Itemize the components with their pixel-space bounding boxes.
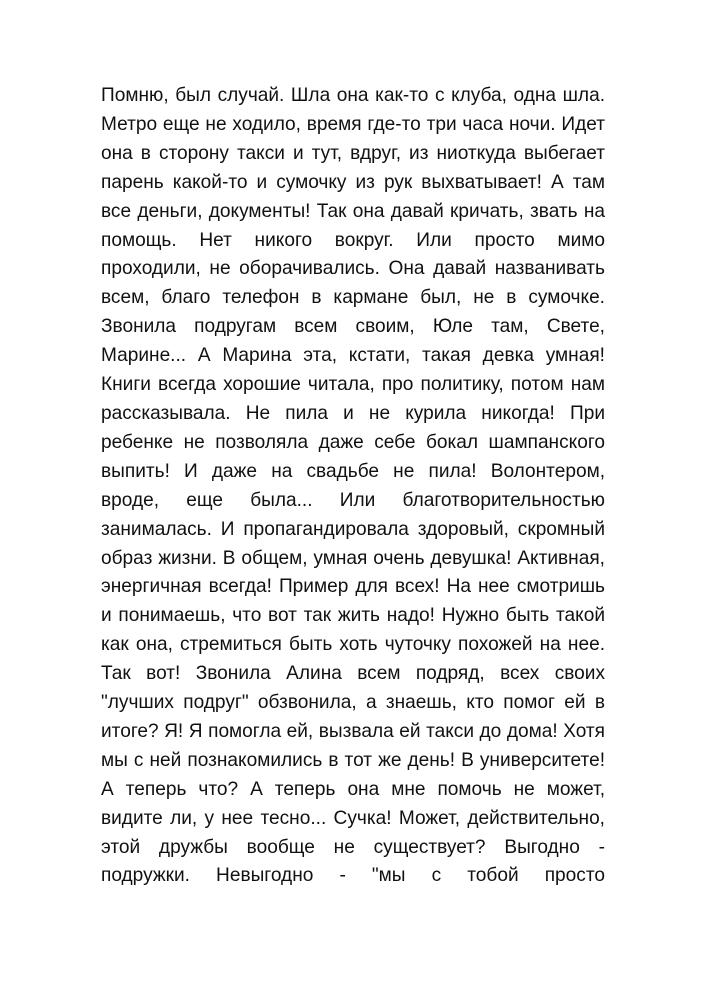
text-column	[101, 82, 605, 920]
body-paragraph: Помню, был случай. Шла она как-то с клуба, одна шла. Метро еще не ходило, время где-то три часа ночи. Идет она в сторону такси и тут, вдруг, из ниоткуда выбегает парень какой-то и сумочку из рук выхватывает! А там все деньги, документы! Так она давай кричать, звать на помощь. Нет никого вокруг. Или просто мимо проходили, не оборачивались. Она давай названивать всем, благо телефон в кармане был, не в сумочке. Звонила подругам всем своим, Юле там, Свете, Марине... А Марина эта, кстати, такая девка умная! Книги всегда хорошие читала, про политику, потом нам рассказывала. Не пила и не курила никогда! При ребенке не позволяла даже себе бокал шампанского выпить! И даже на свадьбе не пила! Волонтером, вроде, еще была... Или благотворительностью занималась. И пропагандировала здоровый, скромный образ жизни. В общем, умная очень девушка! Активная, энергичная всегда! Пример для всех! На нее смотришь и понимаешь, что вот так жить надо! Нужно быть такой как она, стремиться быть хоть чуточку похожей на нее. Так вот! Звонила Алина всем подряд, всех своих "лучших подруг" обзвонила, а знаешь, кто помог ей в итоге? Я! Я помогла ей, вызвала ей такси до дома! Хотя мы с ней познакомились в тот же день! В университете! А теперь что? А теперь она мне помочь не может, видите ли, у нее тесно... Сучка! Может, действительно, этой дружбы вообще не существует? Выгодно - подружки. Невыгодно - "мы с тобой просто	[101, 85, 605, 887]
